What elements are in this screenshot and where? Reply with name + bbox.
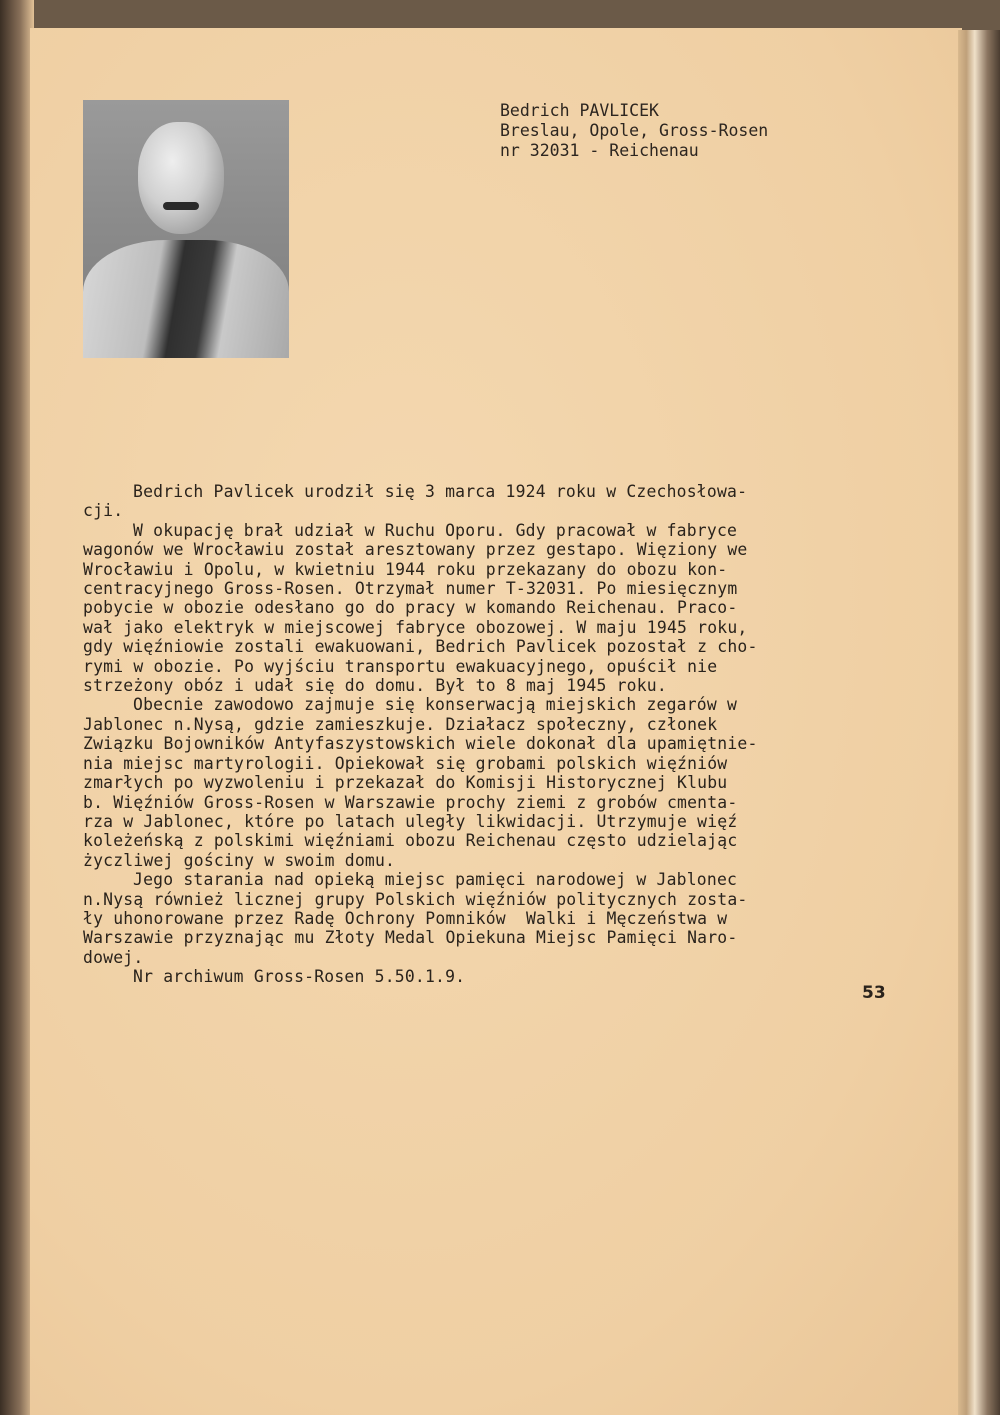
text-line: Bedrich Pavlicek urodził się 3 marca 1924 roku w Czechosłowa- (133, 482, 748, 501)
text-line: n.Nysą również licznej grupy Polskich więźniów politycznych zosta- (83, 889, 748, 909)
text-line: dowej. (83, 947, 144, 967)
person-places: Breslau, Opole, Gross-Rosen (500, 121, 769, 140)
text-line: centracyjnego Gross-Rosen. Otrzymał numer T-32031. Po miesięcznym (83, 579, 738, 599)
book-spine-edge (0, 0, 34, 1415)
person-header (500, 101, 768, 161)
page-stack-edge (958, 30, 1000, 1415)
text-line: Jablonec n.Nysą, gdzie zamieszkuje. Działacz społeczny, członek (83, 714, 718, 734)
text-line: rza w Jablonec, które po latach uległy likwidacji. Utrzymuje więź (83, 811, 738, 831)
text-line: Obecnie zawodowo zajmuje się konserwacją miejskich zegarów w (133, 695, 738, 715)
biography-text (83, 482, 758, 987)
photo-mustache (163, 202, 199, 210)
text-line: W okupację brał udział w Ruchu Oporu. Gdy pracował w fabryce (133, 520, 738, 540)
text-line: koleżeńską z polskimi więźniami obozu Reichenau często udzielając (83, 831, 738, 851)
person-number: nr 32031 - Reichenau (500, 141, 699, 160)
person-name: Bedrich PAVLICEK (500, 101, 659, 120)
text-line: wał jako elektryk w miejscowej fabryce obozowej. W maju 1945 roku, (83, 617, 748, 637)
text-line: życzliwej gościny w swoim domu. (83, 850, 396, 870)
photo-head (138, 122, 224, 234)
text-line: Wrocławiu i Opolu, w kwietniu 1944 roku przekazany do obozu kon- (83, 559, 728, 579)
text-line: nia miejsc martyrologii. Opiekował się grobami polskich więźniów (83, 753, 728, 773)
text-line: wagonów we Wrocławiu został aresztowany przez gestapo. Więziony we (83, 540, 748, 560)
text-line: gdy więźniowie zostali ewakuowani, Bedrich Pavlicek pozostał z cho- (83, 637, 758, 657)
text-line: rymi w obozie. Po wyjściu transportu ewakuacyjnego, opuścił nie (83, 656, 718, 676)
text-line: b. Więźniów Gross-Rosen w Warszawie prochy ziemi z grobów cmenta- (83, 792, 738, 812)
photo-jacket (83, 240, 289, 358)
text-line: Związku Bojowników Antyfaszystowskich wiele dokonał dla upamiętnie- (83, 734, 758, 754)
text-line: strzeżony obóz i udał się do domu. Był to 8 maj 1945 roku. (83, 676, 667, 696)
portrait-photo (83, 100, 289, 358)
page-number: 53 (862, 983, 886, 1003)
text-line: ły uhonorowane przez Radę Ochrony Pomników Walki i Męczeństwa w (83, 908, 728, 928)
text-line: Warszawie przyznając mu Złoty Medal Opiekuna Miejsc Pamięci Naro- (83, 928, 738, 948)
text-line: zmarłych po wyzwoleniu i przekazał do Komisji Historycznej Klubu (83, 773, 728, 793)
text-line: pobycie w obozie odesłano go do pracy w komando Reichenau. Praco- (83, 598, 738, 618)
text-line: Jego starania nad opieką miejsc pamięci narodowej w Jablonec (133, 870, 738, 890)
text-line: cji. (83, 501, 124, 521)
text-line: Nr archiwum Gross-Rosen 5.50.1.9. (133, 967, 466, 987)
